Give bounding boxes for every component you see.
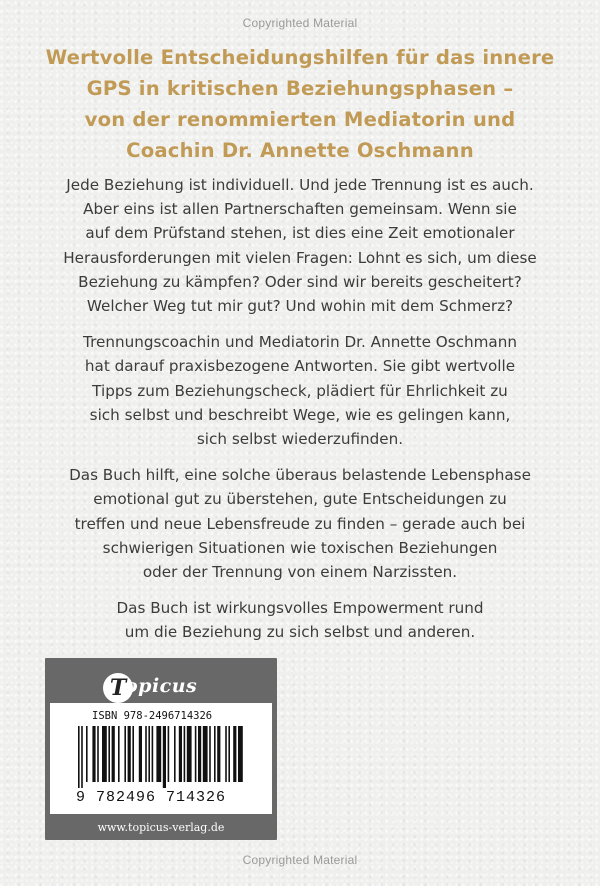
blurb-paragraph-3 (24, 463, 576, 584)
blurb-paragraph-4 (24, 596, 576, 644)
isbn-label: ISBN 978-2496714326 (92, 710, 213, 722)
headline-line: Wertvolle Entscheidungshilfen für das innere (45, 46, 555, 69)
blurb-line: Herausforderungen mit vielen Fragen: Lohnt es sich, um diese (63, 248, 537, 267)
blurb-line: Welcher Weg tut mir gut? Und wohin mit dem Schmerz? (86, 297, 514, 316)
blurb-line: Trennungscoachin und Mediatorin Dr. Annette Oschmann (83, 333, 517, 352)
headline-line: Coachin Dr. Annette Oschmann (126, 139, 474, 162)
blurb-line: treffen und neue Lebensfreude zu finden – gerade auch bei (74, 514, 526, 533)
blurb-line: oder der Trennung von einem Narzissten. (142, 563, 458, 582)
blurb-line: Das Buch ist wirkungsvolles Empowerment rund (116, 599, 484, 618)
logo-circle-icon: T (103, 673, 133, 703)
blurb-line: Tipps zum Beziehungscheck, plädiert für Ehrlichkeit zu (92, 381, 508, 400)
barcode-icon (78, 726, 244, 788)
headline-line: GPS in kritischen Beziehungsphasen – (86, 77, 514, 100)
blurb-paragraph-1 (24, 173, 576, 318)
blurb-body (24, 173, 576, 657)
copyright-watermark-top: Copyrighted Material (242, 16, 358, 30)
blurb-line: auf dem Prüfstand stehen, ist dies eine Zeit emotionaler (85, 224, 515, 243)
blurb-line: Beziehung zu kämpfen? Oder sind wir bereits gescheitert? (78, 272, 522, 291)
barcode-number: 9 782496 714326 (76, 789, 227, 806)
blurb-line: Jede Beziehung ist individuell. Und jede Trennung ist es auch. (66, 176, 534, 194)
blurb-paragraph-2 (24, 330, 576, 451)
blurb-line: sich selbst und beschreibt Wege, wie es gelingen kann, (89, 405, 511, 424)
blurb-line: schwierigen Situationen wie toxischen Beziehungen (102, 538, 498, 557)
publisher-url: www.topicus-verlag.de (97, 821, 225, 834)
copyright-watermark-bottom: Copyrighted Material (242, 853, 358, 867)
logo-wordmark: opicus (125, 675, 198, 697)
back-cover-headline (20, 42, 580, 166)
publisher-barcode-box (45, 658, 277, 840)
blurb-line: Das Buch hilft, eine solche überaus belastende Lebensphase (69, 466, 531, 485)
blurb-line: hat darauf praxisbezogene Antworten. Sie gibt wertvolle (84, 357, 516, 376)
blurb-line: Aber eins ist allen Partnerschaften gemeinsam. Wenn sie (83, 200, 517, 219)
headline-line: von der renommierten Mediatorin und (84, 108, 516, 131)
blurb-line: um die Beziehung zu sich selbst und anderen. (124, 623, 476, 642)
blurb-line: emotional gut zu überstehen, gute Entscheidungen zu (93, 490, 507, 509)
blurb-line: sich selbst wiederzufinden. (196, 430, 404, 449)
barcode-panel (50, 703, 272, 814)
